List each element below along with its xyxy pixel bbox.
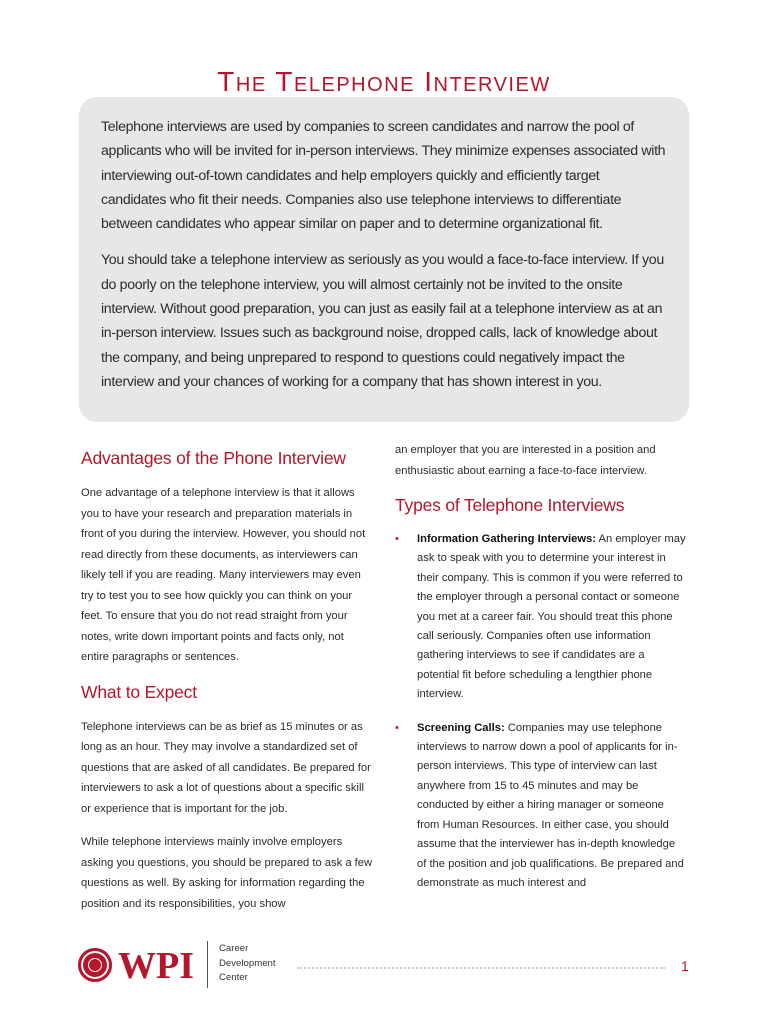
list-item-text: Companies may use telephone interviews to narrow down a pool of applicants for in-person interviews. This type of interview can last anywhere from 15 to 45 minutes and may be conducted by either a hiring manager or someone from Human Resources. In either case, you should assume that the interviewer has in-depth knowledge of the position and job qualifications. Be prepared and demonstrate as much interest and xyxy=(417,721,684,889)
footer-divider xyxy=(207,941,208,988)
types-list xyxy=(395,530,687,893)
department-line-3: Center xyxy=(219,972,248,984)
advantages-heading: Advantages of the Phone Interview xyxy=(81,448,346,468)
dotted-leader xyxy=(297,967,665,969)
expect-paragraph-2: While telephone interviews mainly involve employers asking you questions, you should be prepared to ask a few questions as well. By asking for information regarding the position and its responsibilities, you show xyxy=(81,836,373,910)
list-item-label: Screening Calls: xyxy=(417,721,505,734)
continuation-text: an employer that you are interested in a position and enthusiastic about earning a face-to-face interview. xyxy=(395,444,656,477)
left-column xyxy=(81,448,373,914)
intro-paragraph-2: You should take a telephone interview as seriously as you would a face-to-face interview. If you do poorly on the telephone interview, you will almost certainly not be invited to the onsite interview. Without good preparation, you can just as easily fail at a telephone interview as at an in-person interview. Issues such as background noise, dropped calls, lack of knowledge about the company, and being unprepared to respond to questions could negatively impact the interview and your chances of working for a company that has shown interest in you. xyxy=(101,252,664,390)
list-item-label: Information Gathering Interviews: xyxy=(417,533,597,545)
intro-paragraph-1: Telephone interviews are used by companies to screen candidates and narrow the pool of applicants who will be invited for in-person interviews. They minimize expenses associated with interviewing out-of-town candidates and help employers quickly and efficiently target candidates who fit their needs. Companies also use telephone interviews to differentiate between candidates who appear similar on paper and to determine organizational fit. xyxy=(101,119,666,233)
university-seal-icon xyxy=(78,948,112,982)
page-title: The Telephone Interview xyxy=(217,66,551,97)
expect-paragraph-1: Telephone interviews can be as brief as 15 minutes or as long as an hour. They may involve a standardized set of questions that are asked of all candidates. Be prepared for interviewers to ask a lot of questions about a specific skill or experience that is important for the job. xyxy=(81,720,371,815)
footer xyxy=(78,940,690,990)
intro-box xyxy=(79,97,689,422)
department-line-1: Career xyxy=(219,943,249,954)
list-item xyxy=(395,719,687,894)
bullet-icon: • xyxy=(395,721,399,734)
wpi-logo: WPI xyxy=(118,945,194,987)
list-item xyxy=(395,530,687,705)
page-number: 1 xyxy=(681,958,689,974)
expect-heading: What to Expect xyxy=(81,681,197,702)
list-item-text: An employer may ask to speak with you to determine your interest in their company. This is common if you were referred to the employer through a personal contact or someone you met at a career fair. You should treat this phone call seriously. Companies often use information gathering interviews to see if candidates are a potential fit before scheduling a lengthier phone interview. xyxy=(417,533,686,701)
right-column xyxy=(395,440,687,907)
department-name xyxy=(219,942,276,986)
bullet-icon: • xyxy=(395,533,399,545)
department-line-2: Development xyxy=(219,957,276,969)
types-heading: Types of Telephone Interviews xyxy=(395,495,625,515)
advantages-text: One advantage of a telephone interview is that it allows you to have your research and preparation materials in front of you during the interview. However, you should not read directly from these documents, as interviewers can likely tell if you are reading. Many interviewers may even try to test you to see how quickly you can think on your feet. To ensure that you do not read straight from your notes, write down important points and facts only, not entire paragraphs or sentences. xyxy=(81,487,366,663)
